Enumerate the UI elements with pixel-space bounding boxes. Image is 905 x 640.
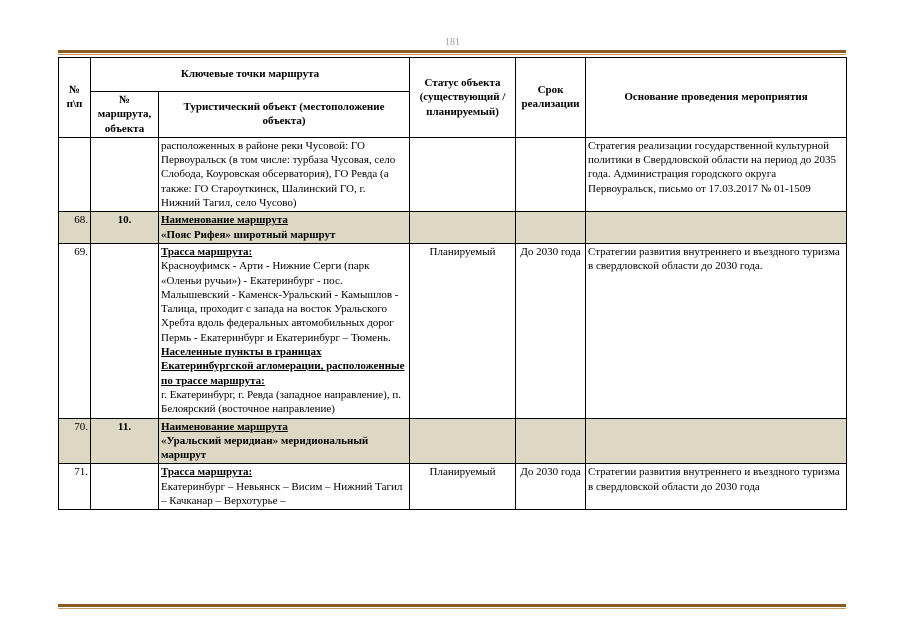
- table-row: [59, 464, 847, 510]
- route-track-label: Трасса маршрута:: [161, 466, 253, 479]
- row-object-cell: расположенных в районе реки Чусовой: ГО Первоуральск (в том числе: турбаза Чусовая, село Слобода, Коуровская обсерватория), ГО Ревда (а также: ГО Староуткинск, Шалинский ГО, г. Нижний Тагил, село Чусово): [159, 137, 410, 211]
- table-row: [59, 212, 847, 244]
- row-route-cell: [91, 243, 159, 418]
- row-basis-cell: Стратегии развития внутреннего и въездного туризма в свердловской области до 2030 года: [586, 464, 847, 510]
- settlements-label: Населенные пункты в границах Екатеринбургской агломерации, расположенные по трассе маршрута:: [161, 346, 405, 387]
- routes-table: [58, 57, 847, 510]
- route-name: «Уральский меридиан» меридиональный маршрут: [161, 434, 369, 462]
- row-object-cell: [159, 464, 410, 510]
- row-num-cell: 70.: [59, 418, 91, 464]
- bottom-rule: [58, 604, 846, 609]
- row-status-cell: [410, 418, 516, 464]
- row-basis-cell: Стратегия реализации государственной культурной политики в Свердловской области на период до 2035 года. Администрация городского округа Первоуральск, письмо от 17.03.2017 № 01-1509: [586, 137, 847, 211]
- row-num-cell: 68.: [59, 212, 91, 244]
- row-term-cell: [516, 137, 586, 211]
- row-status-cell: Планируемый: [410, 243, 516, 418]
- header-col-num: № п\п: [59, 58, 91, 138]
- row-route-cell: 10.: [91, 212, 159, 244]
- row-basis-cell: [586, 418, 847, 464]
- table-row: [59, 243, 847, 418]
- row-status-cell: [410, 137, 516, 211]
- row-status-cell: Планируемый: [410, 464, 516, 510]
- header-status: Статус объекта (существующий / планируемый): [410, 58, 516, 138]
- row-status-cell: [410, 212, 516, 244]
- top-rule: [58, 50, 846, 55]
- header-route-num: № маршрута, объекта: [91, 92, 159, 138]
- header-key-points: Ключевые точки маршрута: [91, 58, 410, 92]
- row-route-cell: [91, 137, 159, 211]
- row-num-cell: 71.: [59, 464, 91, 510]
- row-object-cell: [159, 418, 410, 464]
- table-row: [59, 418, 847, 464]
- row-basis-cell: [586, 212, 847, 244]
- row-object-cell: [159, 243, 410, 418]
- table-row: [59, 137, 847, 211]
- row-term-cell: [516, 418, 586, 464]
- row-basis-cell: Стратегии развития внутреннего и въездного туризма в свердловской области до 2030 года.: [586, 243, 847, 418]
- row-term-cell: До 2030 года: [516, 243, 586, 418]
- route-name: «Пояс Рифея» широтный маршрут: [161, 228, 336, 241]
- row-num-cell: 69.: [59, 243, 91, 418]
- settlements-text: г. Екатеринбург, г. Ревда (западное направление), п. Белоярский (восточное направление): [161, 388, 401, 416]
- route-track-label: Трасса маршрута:: [161, 245, 253, 258]
- route-track-text: Красноуфимск - Арти - Нижние Серги (парк «Оленьи ручьи») - Екатеринбург - пос. Малышевский - Каменск-Уральский - Камышлов - Талица, проходит с запада на восток Уральского Хребта вдоль федеральных автомобильных дорог Пермь - Екатеринбург и Екатеринбург – Тюмень.: [161, 260, 399, 344]
- row-num-cell: [59, 137, 91, 211]
- row-term-cell: [516, 212, 586, 244]
- header-basis: Основание проведения мероприятия: [586, 58, 847, 138]
- header-tourist-object: Туристический объект (местоположение объекта): [159, 92, 410, 138]
- page-number: 181: [445, 37, 460, 48]
- route-name-label: Наименование маршрута: [161, 214, 288, 227]
- route-track-text: Екатеринбург – Невьянск – Висим – Нижний Тагил – Качканар – Верхотурье –: [161, 480, 403, 508]
- header-row: [59, 58, 847, 92]
- row-object-cell: [159, 212, 410, 244]
- row-route-cell: [91, 464, 159, 510]
- header-term: Срок реализации: [516, 58, 586, 138]
- row-term-cell: До 2030 года: [516, 464, 586, 510]
- route-name-label: Наименование маршрута: [161, 420, 288, 433]
- row-route-cell: 11.: [91, 418, 159, 464]
